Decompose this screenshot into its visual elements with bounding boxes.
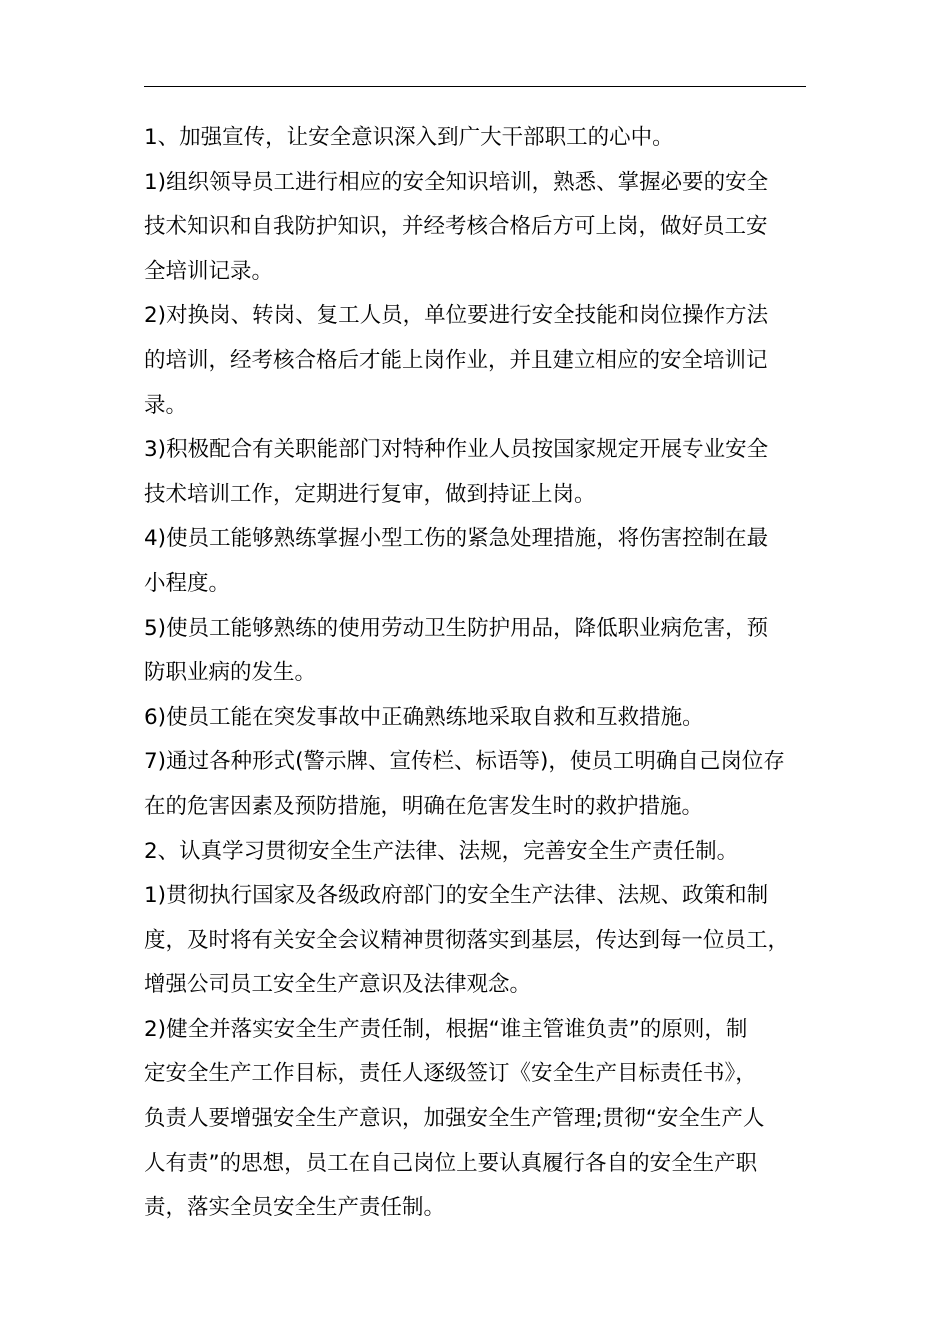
text-line: 防职业病的发生。 bbox=[144, 660, 317, 686]
text-line: 6)使员工能在突发事故中正确熟练地采取自救和互救措施。 bbox=[144, 704, 704, 730]
text-line: 在的危害因素及预防措施，明确在危害发生时的救护措施。 bbox=[144, 793, 704, 819]
text-line: 3)积极配合有关职能部门对特种作业人员按国家规定开展专业安全 bbox=[144, 437, 769, 463]
text-line: 1、加强宣传，让安全意识深入到广大干部职工的心中。 bbox=[144, 125, 674, 150]
text-line: 定安全生产工作目标，责任人逐级签订《安全生产目标责任书》， bbox=[144, 1061, 757, 1087]
text-line: 的培训，经考核合格后才能上岗作业，并且建立相应的安全培训记 bbox=[144, 347, 768, 373]
text-line: 4)使员工能够熟练掌握小型工伤的紧急处理措施，将伤害控制在最 bbox=[144, 526, 769, 552]
text-line: 增强公司员工安全生产意识及法律观念。 bbox=[144, 972, 532, 998]
text-line: 5)使员工能够熟练的使用劳动卫生防护用品，降低职业病危害，预 bbox=[144, 615, 769, 641]
text-line: 技术培训工作，定期进行复审，做到持证上岗。 bbox=[144, 481, 596, 507]
text-line: 2、认真学习贯彻安全生产法律、法规，完善安全生产责任制。 bbox=[144, 838, 739, 864]
text-line: 录。 bbox=[144, 392, 188, 418]
text-line: 1)组织领导员工进行相应的安全知识培训，熟悉、掌握必要的安全 bbox=[144, 169, 769, 195]
text-line: 2)健全并落实安全生产责任制，根据“谁主管谁负责”的原则，制 bbox=[144, 1016, 748, 1042]
text-line: 全培训记录。 bbox=[144, 258, 274, 284]
text-line: 1)贯彻执行国家及各级政府部门的安全生产法律、法规、政策和制 bbox=[144, 883, 769, 909]
header-rule bbox=[144, 86, 806, 87]
text-line: 责，落实全员安全生产责任制。 bbox=[144, 1195, 446, 1221]
text-line: 2)对换岗、转岗、复工人员，单位要进行安全技能和岗位操作方法 bbox=[144, 303, 769, 329]
text-line: 度，及时将有关安全会议精神贯彻落实到基层，传达到每一位员工， bbox=[144, 927, 790, 953]
text-line: 技术知识和自我防护知识，并经考核合格后方可上岗，做好员工安 bbox=[144, 214, 768, 240]
text-line: 小程度。 bbox=[144, 570, 231, 596]
document-body bbox=[144, 116, 816, 1231]
text-line: 负责人要增强安全生产意识，加强安全生产管理;贯彻“安全生产人 bbox=[144, 1106, 765, 1132]
text-line: 7)通过各种形式(警示牌、宣传栏、标语等)，使员工明确自己岗位存 bbox=[144, 749, 785, 775]
text-line: 人有责”的思想，员工在自己岗位上要认真履行各自的安全生产职 bbox=[144, 1150, 758, 1176]
